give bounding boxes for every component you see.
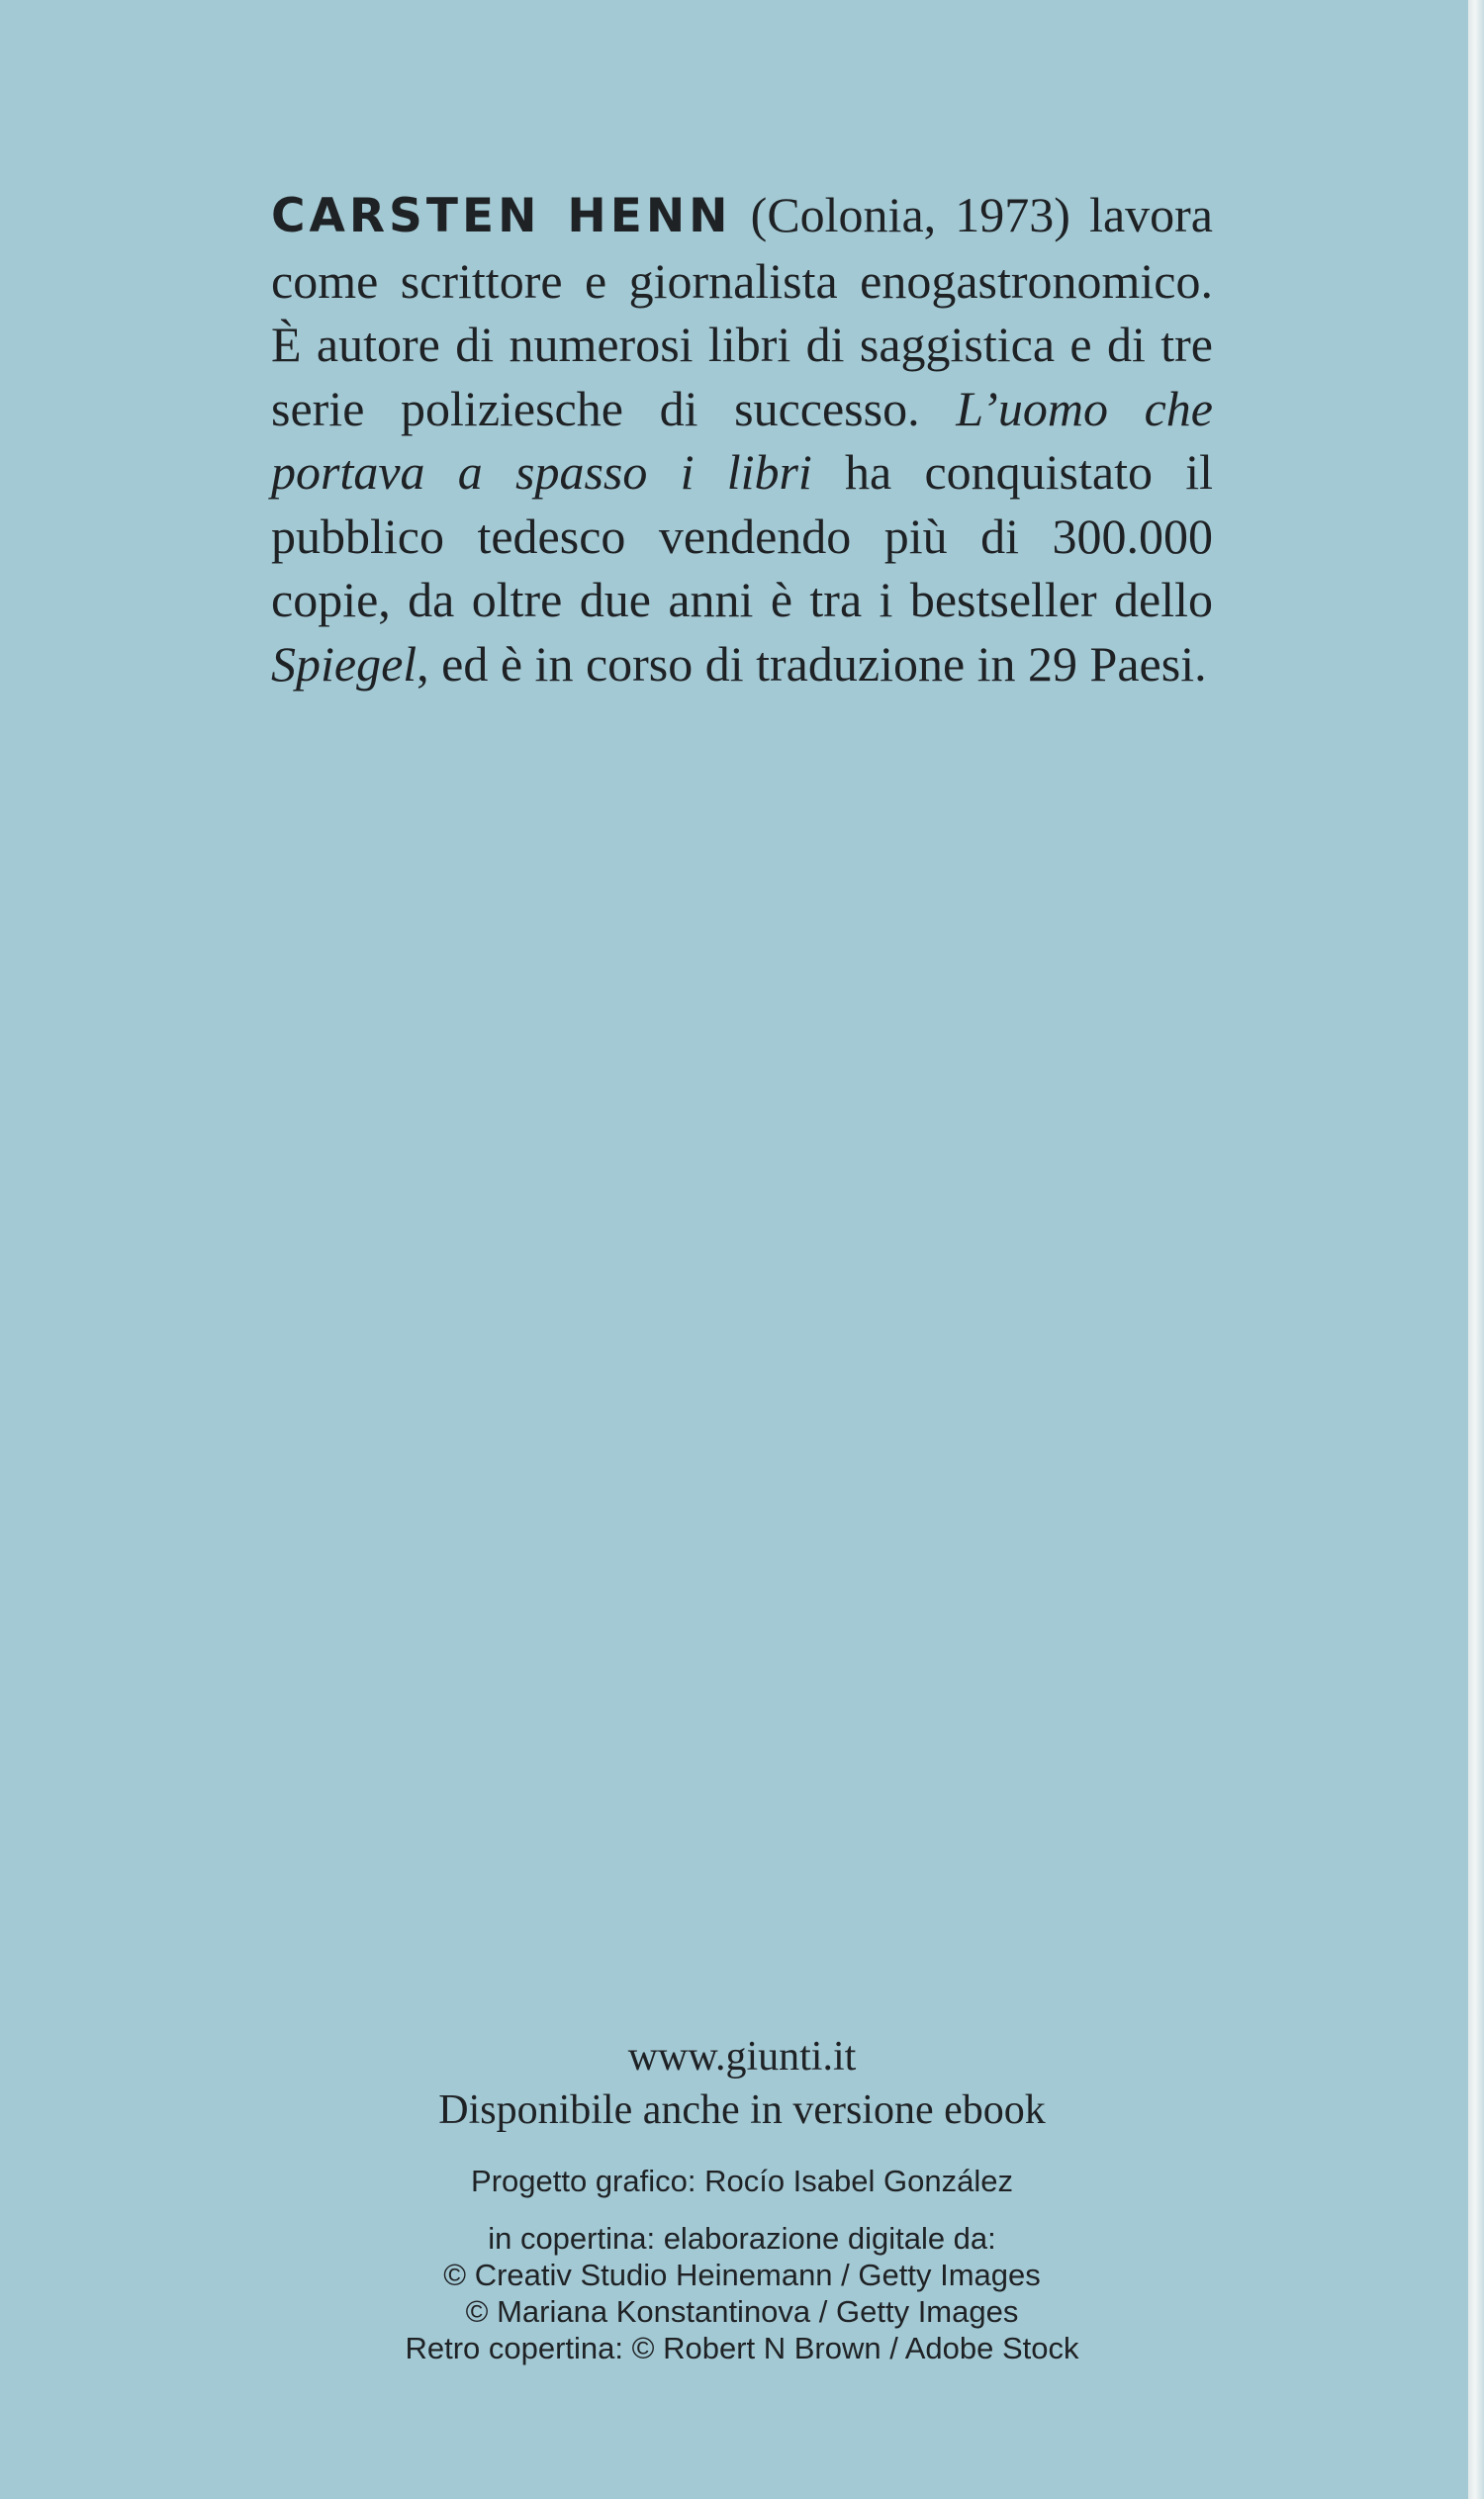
cover-credit-line: © Mariana Konstantinova / Getty Images <box>465 2294 1019 2329</box>
back-cover-credit-line: Retro copertina: © Robert N Brown / Adobe Stock <box>405 2331 1079 2365</box>
bio-text-sales: ha conquistato il pubblico tedesco vendendo più di 300.000 copie, da oltre due anni è tra i bestseller dello <box>271 444 1213 627</box>
ebook-availability: Disponibile anche in versione ebook <box>438 2087 1046 2133</box>
bio-text-intro: (Colonia, 1973) lavora come scrittore e giornalista enogastronomico. È autore di numerosi libri di saggistica e di tre serie poliziesche di successo. <box>271 187 1213 436</box>
design-credit: Progetto grafico: Rocío Isabel González <box>471 2164 1013 2198</box>
cover-credit-line: in copertina: elaborazione digitale da: <box>488 2221 996 2256</box>
book-title: L’uomo che portava a spasso i libri <box>271 380 1213 500</box>
bio-text-end: , ed è in corso di traduzione in 29 Paesi. <box>417 635 1207 692</box>
cover-credit-line: © Creativ Studio Heinemann / Getty Images <box>443 2258 1041 2292</box>
cover-credits <box>0 2220 1484 2366</box>
magazine-name: Spiegel <box>271 635 417 692</box>
author-name: CARSTEN HENN <box>271 189 732 243</box>
author-biography <box>271 183 1213 695</box>
publisher-website: www.giunti.it <box>627 2034 857 2080</box>
